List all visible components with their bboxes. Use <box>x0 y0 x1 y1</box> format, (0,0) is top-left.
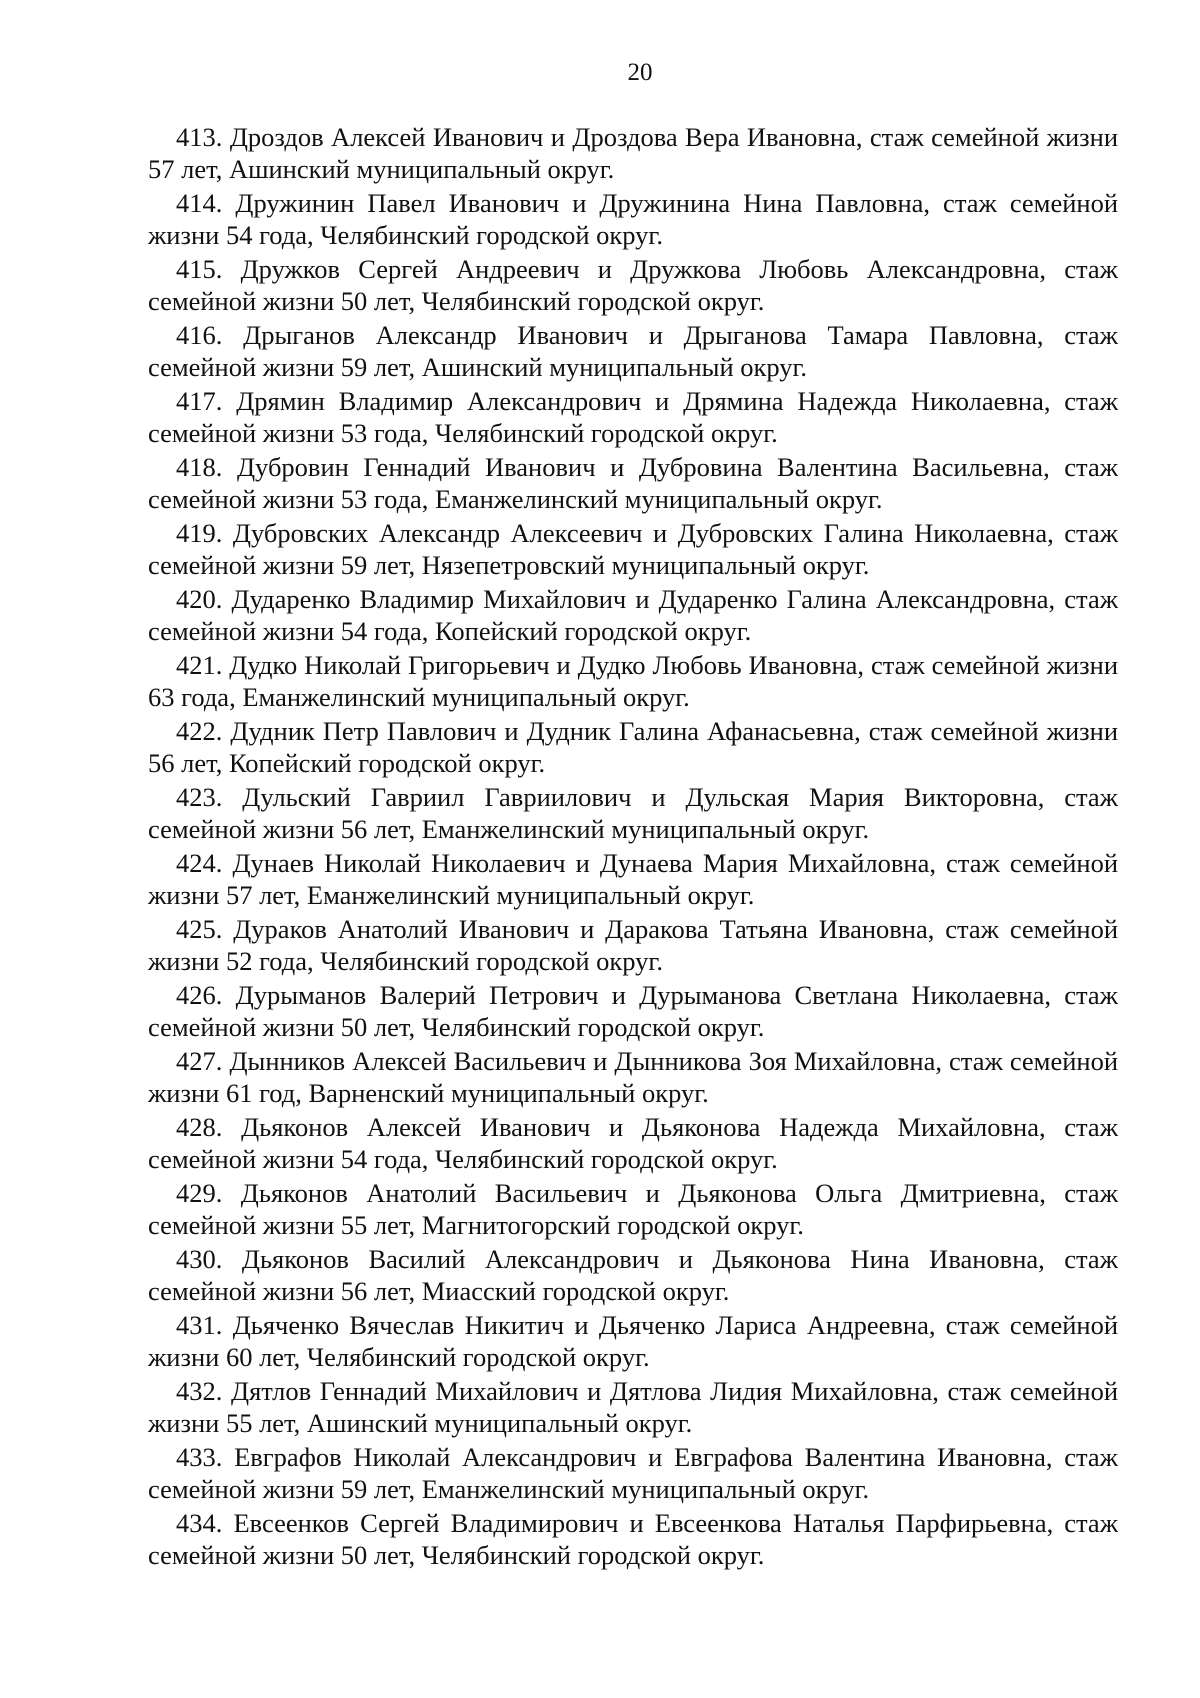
entry-number: 417. <box>176 386 223 416</box>
list-item <box>148 1177 1118 1243</box>
entry-number: 430. <box>176 1244 223 1274</box>
entry-number: 428. <box>176 1112 223 1142</box>
entry-text: Дроздов Алексей Иванович и Дроздова Вера Ивановна, стаж семейной жизни 57 лет, Ашинский муниципальный округ. <box>148 122 1119 184</box>
entry-number: 423. <box>176 782 223 812</box>
list-item <box>148 517 1118 583</box>
entry-text: Дружинин Павел Иванович и Дружинина Нина Павловна, стаж семейной жизни 54 года, Челябинский городской округ. <box>148 188 1119 250</box>
entry-number: 427. <box>176 1046 223 1076</box>
entry-text: Дурыманов Валерий Петрович и Дурыманова Светлана Николаевна, стаж семейной жизни 50 лет, Челябинский городской округ. <box>148 980 1118 1042</box>
list-item <box>148 913 1118 979</box>
list-item <box>148 451 1118 517</box>
entry-text: Дрыганов Александр Иванович и Дрыганова Тамара Павловна, стаж семейной жизни 59 лет, Ашинский муниципальный округ. <box>148 320 1118 382</box>
list-item <box>148 1045 1118 1111</box>
entry-number: 420. <box>176 584 223 614</box>
list-item <box>148 979 1118 1045</box>
entry-text: Дьяконов Анатолий Васильевич и Дьяконова Ольга Дмитриевна, стаж семейной жизни 55 лет, Магнитогорский городской округ. <box>148 1178 1119 1240</box>
entry-number: 419. <box>176 518 223 548</box>
entry-number: 434. <box>176 1508 223 1538</box>
entry-text: Дунаев Николай Николаевич и Дунаева Мария Михайловна, стаж семейной жизни 57 лет, Еманжелинский муниципальный округ. <box>148 848 1119 910</box>
list-item <box>148 1441 1118 1507</box>
list-item <box>148 1111 1118 1177</box>
entry-number: 426. <box>176 980 223 1010</box>
entry-number: 414. <box>176 188 223 218</box>
list-item <box>148 649 1118 715</box>
entry-number: 421. <box>176 650 223 680</box>
entry-text: Дудко Николай Григорьевич и Дудко Любовь Ивановна, стаж семейной жизни 63 года, Еманжелинский муниципальный округ. <box>148 650 1119 712</box>
entry-text: Дрямин Владимир Александрович и Дрямина Надежда Николаевна, стаж семейной жизни 53 года, Челябинский городской округ. <box>148 386 1119 448</box>
list-item <box>148 253 1118 319</box>
list-item <box>148 1243 1118 1309</box>
entry-number: 415. <box>176 254 223 284</box>
entry-text: Дураков Анатолий Иванович и Даракова Татьяна Ивановна, стаж семейной жизни 52 года, Челябинский городской округ. <box>148 914 1118 976</box>
list-item <box>148 1507 1118 1573</box>
entry-number: 416. <box>176 320 223 350</box>
entry-text: Дьяченко Вячеслав Никитич и Дьяченко Лариса Андреевна, стаж семейной жизни 60 лет, Челябинский городской округ. <box>148 1310 1119 1372</box>
entry-text: Дьяконов Василий Александрович и Дьяконова Нина Ивановна, стаж семейной жизни 56 лет, Миасский городской округ. <box>148 1244 1118 1306</box>
entry-number: 433. <box>176 1442 223 1472</box>
list-item <box>148 847 1118 913</box>
list-item <box>148 583 1118 649</box>
entry-text: Евсеенков Сергей Владимирович и Евсеенкова Наталья Парфирьевна, стаж семейной жизни 50 лет, Челябинский городской округ. <box>148 1508 1118 1570</box>
entry-number: 431. <box>176 1310 223 1340</box>
entry-number: 422. <box>176 716 223 746</box>
entry-number: 425. <box>176 914 223 944</box>
entry-list <box>148 121 1118 1573</box>
entry-text: Евграфов Николай Александрович и Евграфова Валентина Ивановна, стаж семейной жизни 59 лет, Еманжелинский муниципальный округ. <box>148 1442 1118 1504</box>
list-item <box>148 187 1118 253</box>
entry-text: Дружков Сергей Андреевич и Дружкова Любовь Александровна, стаж семейной жизни 50 лет, Челябинский городской округ. <box>148 254 1118 316</box>
entry-number: 418. <box>176 452 223 482</box>
entry-text: Дудник Петр Павлович и Дудник Галина Афанасьевна, стаж семейной жизни 56 лет, Копейский городской округ. <box>148 716 1119 778</box>
list-item <box>148 385 1118 451</box>
entry-text: Дударенко Владимир Михайлович и Дударенко Галина Александровна, стаж семейной жизни 54 года, Копейский городской округ. <box>148 584 1119 646</box>
entry-number: 413. <box>176 122 223 152</box>
list-item <box>148 1309 1118 1375</box>
list-item <box>148 319 1118 385</box>
list-item <box>148 715 1118 781</box>
entry-number: 432. <box>176 1376 223 1406</box>
list-item <box>148 121 1118 187</box>
list-item <box>148 781 1118 847</box>
entry-text: Дьяконов Алексей Иванович и Дьяконова Надежда Михайловна, стаж семейной жизни 54 года, Челябинский городской округ. <box>148 1112 1118 1174</box>
entry-text: Дынников Алексей Васильевич и Дынникова Зоя Михайловна, стаж семейной жизни 61 год, Варненский муниципальный округ. <box>148 1046 1119 1108</box>
page-number: 20 <box>627 59 653 86</box>
entry-text: Дубровин Геннадий Иванович и Дубровина Валентина Васильевна, стаж семейной жизни 53 года, Еманжелинский муниципальный округ. <box>148 452 1119 514</box>
entry-number: 429. <box>176 1178 223 1208</box>
entry-text: Дятлов Геннадий Михайлович и Дятлова Лидия Михайловна, стаж семейной жизни 55 лет, Ашинский муниципальный округ. <box>148 1376 1119 1438</box>
entry-text: Дубровских Александр Алексеевич и Дубровских Галина Николаевна, стаж семейной жизни 59 лет, Нязепетровский муниципальный округ. <box>148 518 1119 580</box>
list-item <box>148 1375 1118 1441</box>
entry-text: Дульский Гавриил Гавриилович и Дульская Мария Викторовна, стаж семейной жизни 56 лет, Еманжелинский муниципальный округ. <box>148 782 1118 844</box>
entry-number: 424. <box>176 848 223 878</box>
